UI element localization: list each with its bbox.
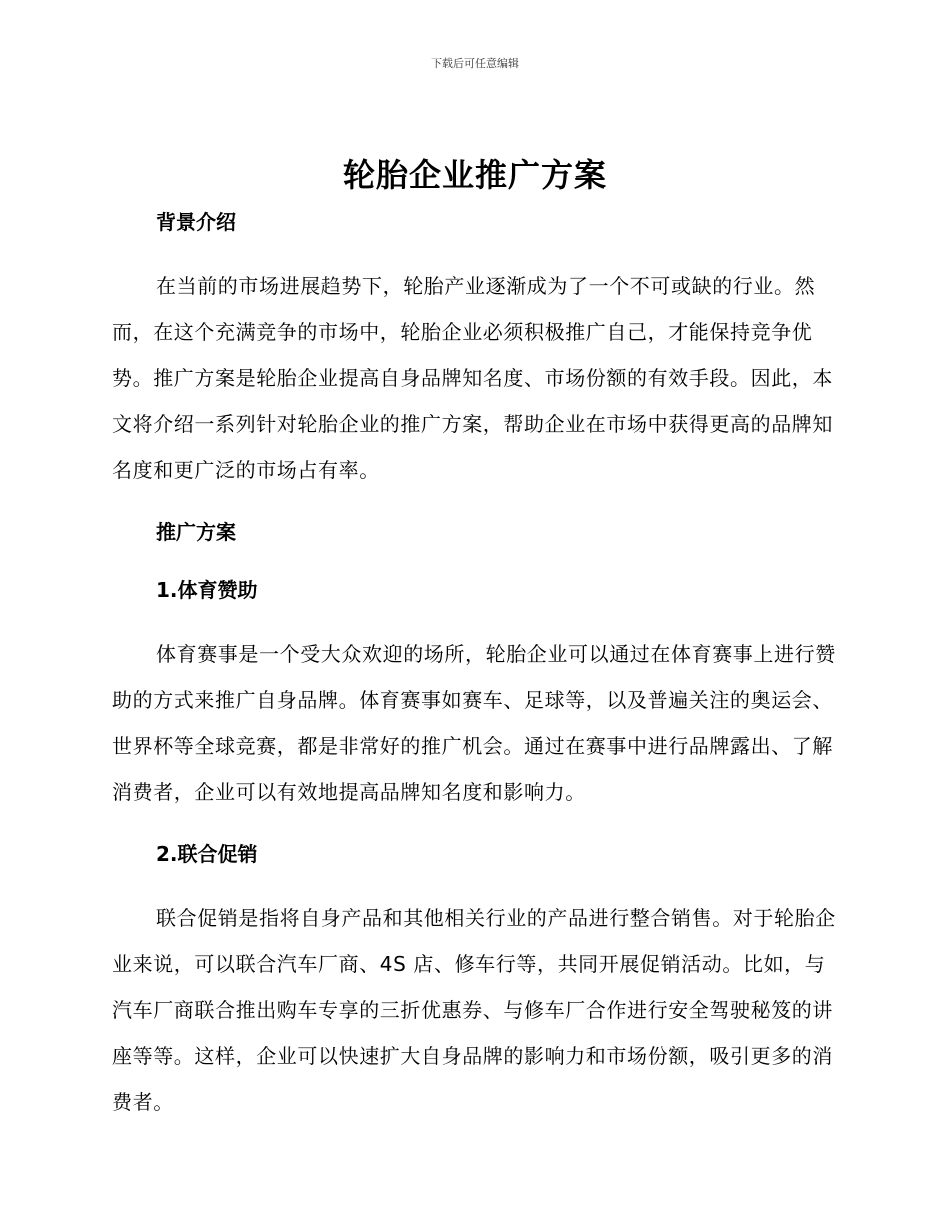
section-heading-background: 背景介绍	[156, 210, 236, 234]
document-body	[112, 205, 838, 1125]
paragraph-background: 在当前的市场进展趋势下，轮胎产业逐渐成为了一个不可或缺的行业。然而，在这个充满竞争的市场中，轮胎企业必须积极推广自己，才能保持竞争优势。推广方案是轮胎企业提高自身品牌知名度、市场份额的有效手段。因此，本文将介绍一系列针对轮胎企业的推广方案，帮助企业在市场中获得更高的品牌知名度和更广泛的市场占有率。	[112, 274, 833, 482]
document-title: 轮胎企业推广方案	[342, 156, 607, 194]
paragraph-joint-promotion: 联合促销是指将自身产品和其他相关行业的产品进行整合销售。对于轮胎企业来说，可以联合汽车厂商、4S 店、修车行等，共同开展促销活动。比如，与汽车厂商联合推出购车专享的三折优惠券、与修车厂合作进行安全驾驶秘笈的讲座等等。这样，企业可以快速扩大自身品牌的影响力和市场份额，吸引更多的消费者。	[112, 906, 836, 1114]
subsection-heading-sports: 1.体育赞助	[156, 578, 258, 602]
paragraph-sports: 体育赛事是一个受大众欢迎的场所，轮胎企业可以通过在体育赛事上进行赞助的方式来推广自身品牌。体育赛事如赛车、足球等，以及普遍关注的奥运会、世界杯等全球竞赛，都是非常好的推广机会。通过在赛事中进行品牌露出、了解消费者，企业可以有效地提高品牌知名度和影响力。	[112, 642, 836, 804]
subsection-heading-joint-promotion: 2.联合促销	[156, 842, 258, 866]
section-heading-plan: 推广方案	[156, 520, 236, 544]
header-note: 下载后可任意编辑	[431, 57, 519, 70]
